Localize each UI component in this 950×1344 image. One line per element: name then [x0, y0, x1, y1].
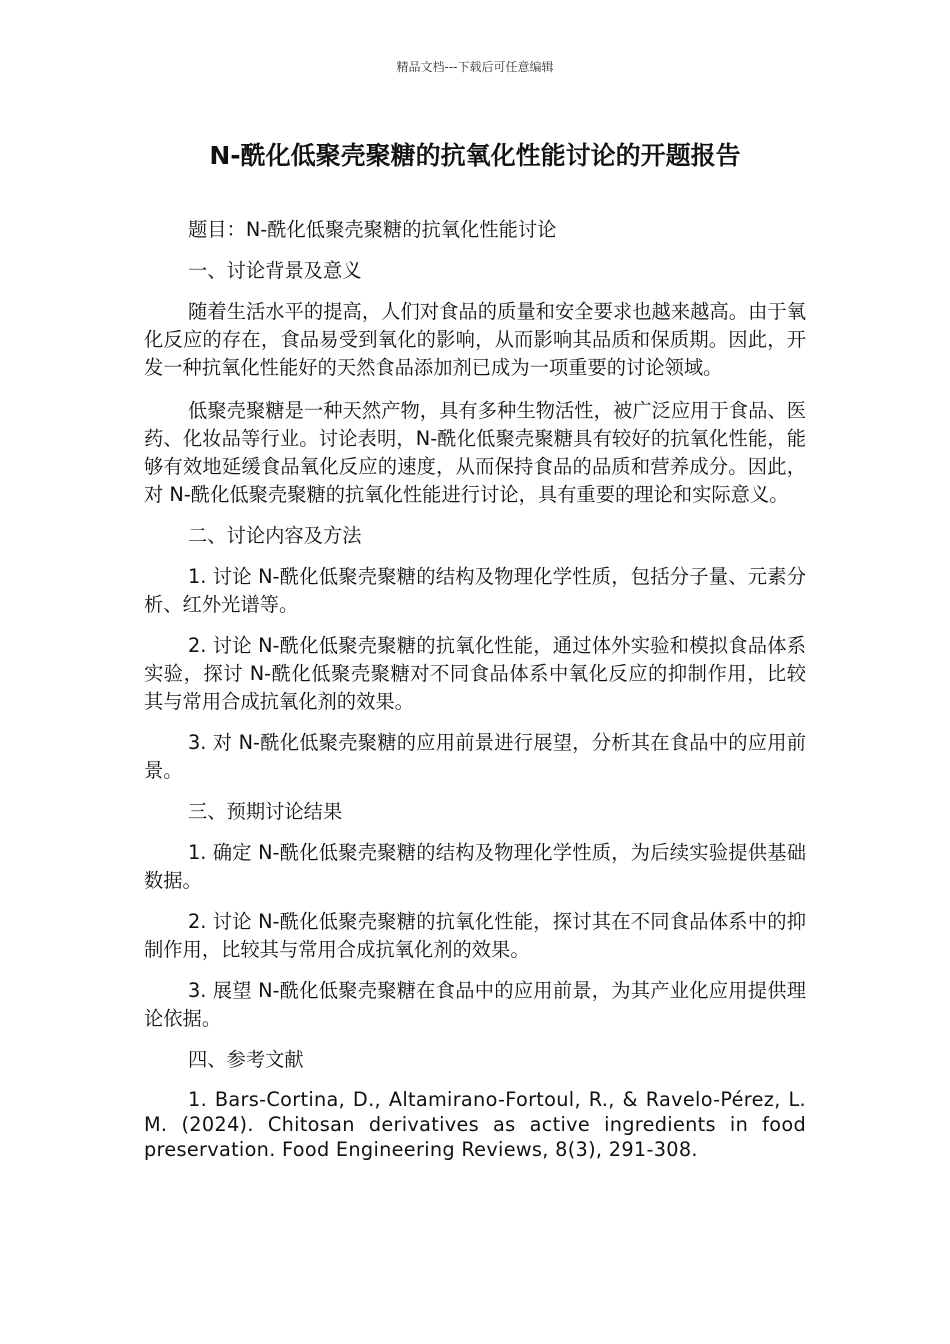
section-heading-content-methods: 二、讨论内容及方法	[188, 524, 362, 547]
section-heading-expected-results: 三、预期讨论结果	[188, 800, 343, 823]
background-paragraph-1: 随着生活水平的提高，人们对食品的质量和安全要求也越来越高。由于氧化反应的存在，食品易受到氧化的影响，从而影响其品质和保质期。因此，开发一种抗氧化性能好的天然食品添加剂已成为一项重要的讨论领域。	[144, 300, 806, 379]
document-body	[144, 216, 806, 1162]
result-item-3: 3. 展望 N-酰化低聚壳聚糖在食品中的应用前景，为其产业化应用提供理论依据。	[144, 979, 806, 1030]
topic-line: 题目：N-酰化低聚壳聚糖的抗氧化性能讨论	[188, 218, 557, 241]
background-paragraph-2: 低聚壳聚糖是一种天然产物，具有多种生物活性，被广泛应用于食品、医药、化妆品等行业。讨论表明，N-酰化低聚壳聚糖具有较好的抗氧化性能，能够有效地延缓食品氧化反应的速度，从而保持食品的品质和营养成分。因此，对 N-酰化低聚壳聚糖的抗氧化性能进行讨论，具有重要的理论和实际意义。	[144, 399, 806, 506]
reference-item-1: 1. Bars-Cortina, D., Altamirano-Fortoul, R., & Ravelo-Pérez, L. M. (2024). Chitosan derivatives as active ingredients in food preservation. Food Engineering Reviews, 8(3), 291-308.	[144, 1088, 806, 1161]
result-item-2: 2. 讨论 N-酰化低聚壳聚糖的抗氧化性能，探讨其在不同食品体系中的抑制作用，比较其与常用合成抗氧化剂的效果。	[144, 910, 806, 961]
section-heading-references: 四、参考文献	[188, 1048, 304, 1071]
content-item-1: 1. 讨论 N-酰化低聚壳聚糖的结构及物理化学性质，包括分子量、元素分析、红外光谱等。	[144, 565, 806, 616]
section-heading-background: 一、讨论背景及意义	[188, 259, 362, 282]
header-note: 精品文档---下载后可任意编辑	[396, 60, 554, 74]
content-item-3: 3. 对 N-酰化低聚壳聚糖的应用前景进行展望，分析其在食品中的应用前景。	[144, 731, 806, 782]
content-item-2: 2. 讨论 N-酰化低聚壳聚糖的抗氧化性能，通过体外实验和模拟食品体系实验，探讨 N-酰化低聚壳聚糖对不同食品体系中氧化反应的抑制作用，比较其与常用合成抗氧化剂的效果。	[144, 634, 806, 713]
result-item-1: 1. 确定 N-酰化低聚壳聚糖的结构及物理化学性质，为后续实验提供基础数据。	[144, 841, 806, 892]
document-title: N-酰化低聚壳聚糖的抗氧化性能讨论的开题报告	[209, 141, 741, 170]
